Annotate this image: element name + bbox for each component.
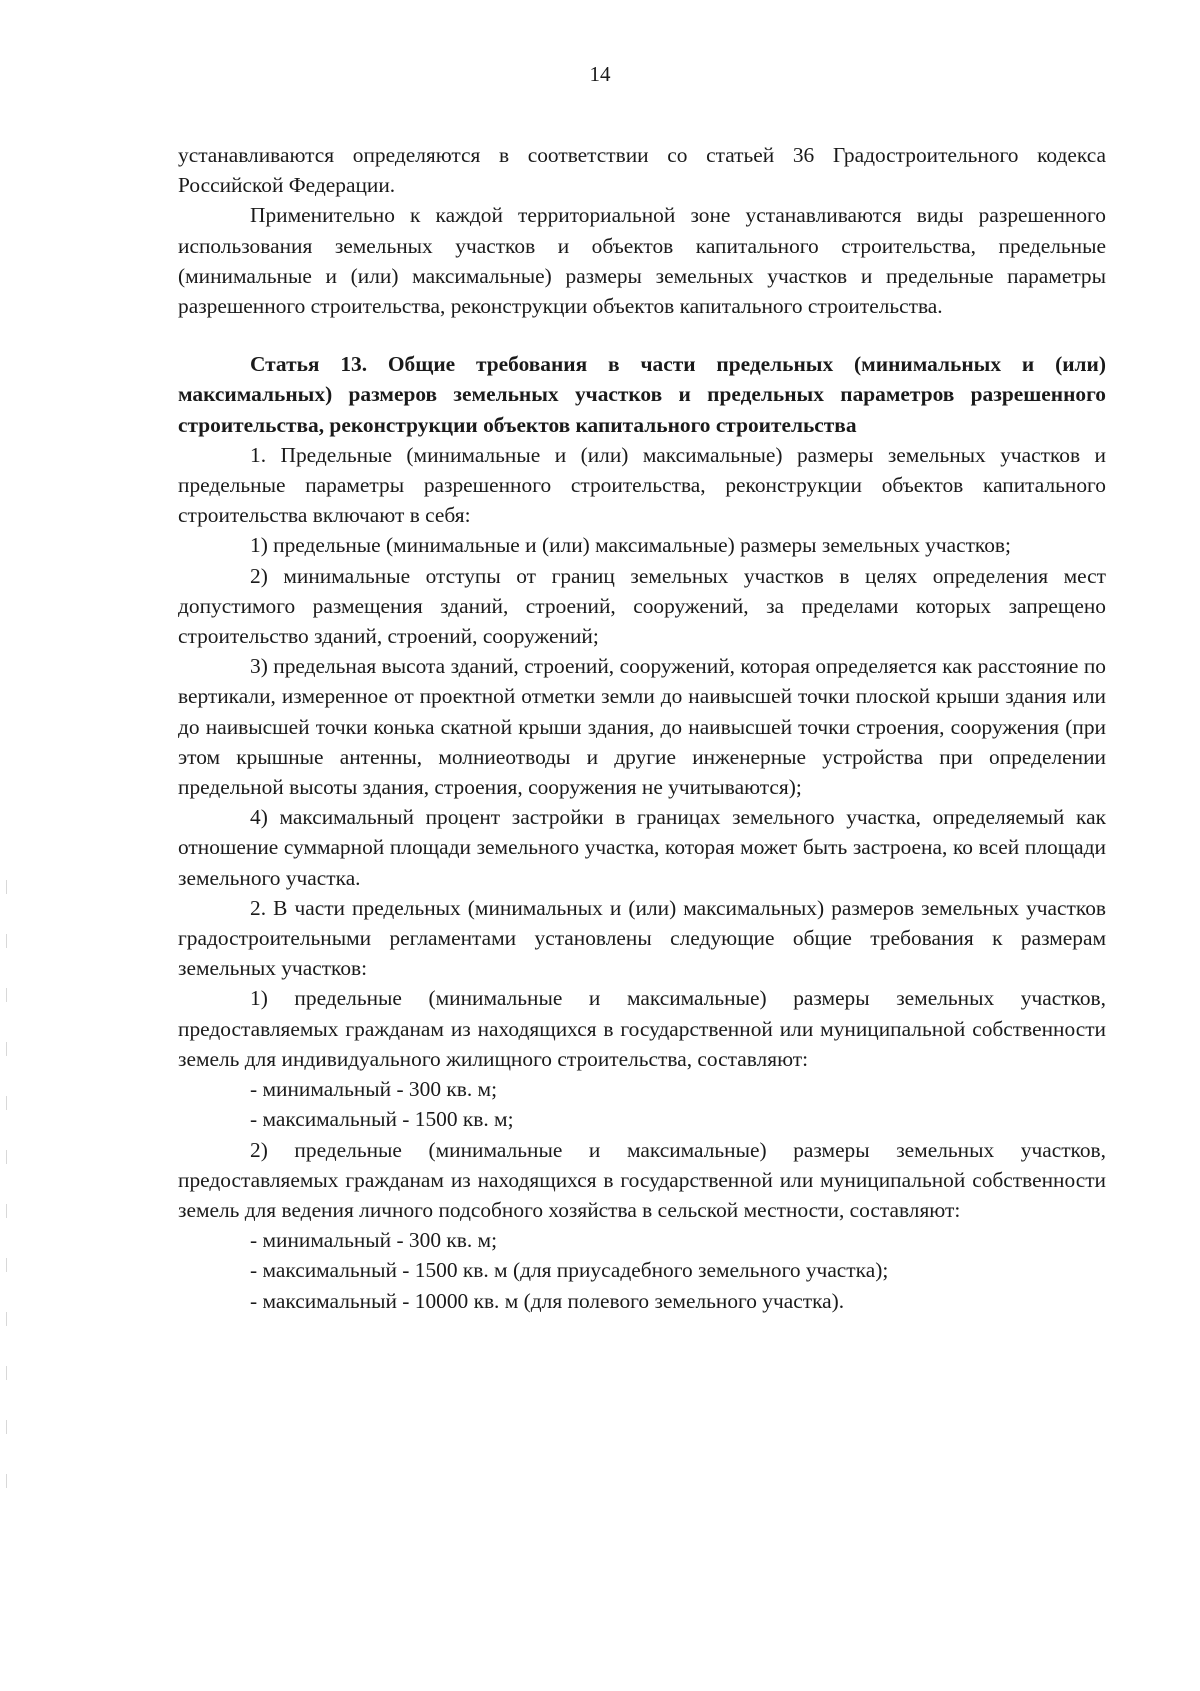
scan-mark — [6, 1474, 7, 1488]
page-number: 14 — [589, 62, 611, 86]
list-item: 2) предельные (минимальные и максимальные) размеры земельных участков, предоставляемых гражданам из находящихся в государственной или муниципальной собственности земель для ведения личного подсобного хозяйства в сельской местности, составляют: — [178, 1137, 1106, 1222]
scan-mark — [6, 1366, 7, 1380]
paragraph: устанавливаются определяются в соответствии со статьей 36 Градостроительного кодекса Российской Федерации. — [178, 143, 1106, 198]
scan-mark — [6, 934, 7, 948]
scan-mark — [6, 1042, 7, 1056]
scan-mark — [6, 1204, 7, 1218]
dash-item: - минимальный - 300 кв. м; — [250, 1228, 498, 1253]
dash-item: - минимальный - 300 кв. м; — [250, 1077, 498, 1102]
list-item: 2) минимальные отступы от границ земельных участков в целях определения мест допустимого размещения зданий, строений, сооружений, за пределами которых запрещено строительство зданий, строений, сооружений; — [178, 563, 1106, 649]
dash-item: - максимальный - 1500 кв. м; — [250, 1107, 514, 1132]
list-item: 3) предельная высота зданий, строений, сооружений, которая определяется как расстояние по вертикали, измеренное от проектной отметки земли до наивысшей точки плоской крыши здания или до наивысшей точки конька скатной крыши здания, до наивысшей точки строения, сооружения (при этом крышные антенны, молниеотводы и другие инженерные устройства при определении предельной высоты здания, строения, сооружения не учитываются); — [178, 654, 1106, 800]
scan-mark — [6, 880, 7, 894]
scan-mark — [6, 1312, 7, 1326]
list-item: 4) максимальный процент застройки в границах земельного участка, определяемый как отношение суммарной площади земельного участка, которая может быть застроена, ко всей площади земельного участка. — [178, 805, 1106, 890]
document-body — [178, 140, 1106, 1316]
paragraph: Применительно к каждой территориальной зоне устанавливаются виды разрешенного использования земельных участков и объектов капитального строительства, предельные (минимальные и (или) максимальные) размеры земельных участков и предельные параметры разрешенного строительства, реконструкции объектов капитального строительства. — [178, 203, 1106, 319]
scan-mark — [6, 1150, 7, 1164]
dash-item: - максимальный - 10000 кв. м (для полевого земельного участка). — [250, 1288, 845, 1313]
paragraph: 2. В части предельных (минимальных и (или) максимальных) размеров земельных участков градостроительными регламентами установлены следующие общие требования к размерам земельных участков: — [178, 895, 1106, 981]
dash-item: - максимальный - 1500 кв. м (для приусадебного земельного участка); — [250, 1258, 889, 1283]
list-item: 1) предельные (минимальные и (или) максимальные) размеры земельных участков; — [250, 533, 1011, 558]
paragraph: 1. Предельные (минимальные и (или) максимальные) размеры земельных участков и предельные параметры разрешенного строительства, реконструкции объектов капитального строительства включают в себя: — [178, 442, 1106, 528]
article-heading: Статья 13. Общие требования в части предельных (минимальных и (или) максимальных) размеров земельных участков и предельных параметров разрешенного строительства, реконструкции объектов капитального строительства — [178, 352, 1106, 437]
list-item: 1) предельные (минимальные и максимальные) размеры земельных участков, предоставляемых гражданам из находящихся в государственной или муниципальной собственности земель для индивидуального жилищного строительства, составляют: — [178, 986, 1106, 1071]
scan-mark — [6, 988, 7, 1002]
scan-mark — [6, 1420, 7, 1434]
scan-mark — [6, 1096, 7, 1110]
scan-margin-marks — [6, 880, 8, 1580]
scan-mark — [6, 1258, 7, 1272]
